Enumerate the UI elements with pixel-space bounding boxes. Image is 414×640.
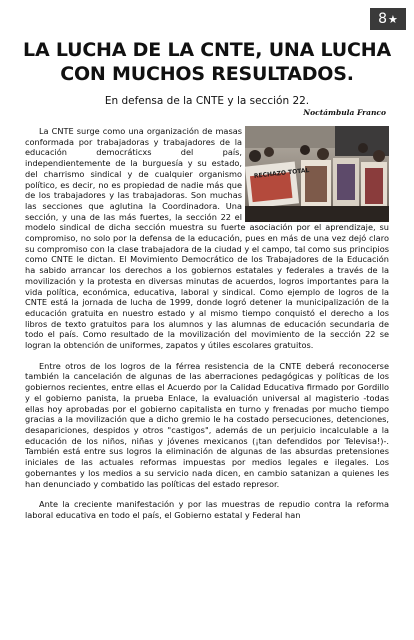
page-number: 8 [378, 11, 388, 27]
article-title-line-2: CON MUCHOS RESULTADOS. [60, 63, 354, 85]
page-number-badge [370, 8, 406, 30]
banner-text: RECHAZO TOTAL [253, 167, 310, 180]
star-icon: ★ [388, 13, 398, 26]
article-body [25, 126, 389, 521]
article-title [0, 38, 414, 86]
article-paragraph-2: Entre otros de los logros de la férrea resistencia de la CNTE deberá reconocerse también la cancelación de algunas de las aberraciones pedagógicas y políticas de los gobiernos recientes, entre ellas el Acuerdo por la Calidad Educativa firmado por Gordillo y el gobierno panista, la prueba Enlace, la evaluación universal al magisterio -todas ellas hoy aprobadas por el gobierno capitalista en turno y frenadas por mucho tiempo gracias a la movilización que a dicho gremio le ha costado persecuciones, detenciones, desapariciones, despidos y otros "castigos", además de un perjuicio incalculable a la educación de los niños, niñas y jóvenes mexicanos (¡tan defendidos por Televisa!)-. También está entre sus logros la eliminación de algunas de las absurdas pretensiones iniciales de las actuales reformas impuestas por medios legales e ilegales. Los gobernantes y los medios a su servicio nada dicen, en cambio satanizan a quienes les han denunciado y combatido las políticas del estado represor. [25, 360, 389, 489]
photo-spacer [242, 126, 389, 222]
article-title-line-1: LA LUCHA DE LA CNTE, UNA LUCHA [23, 39, 391, 61]
article-paragraph-3: Ante la creciente manifestación y por las muestras de repudio contra la reforma laboral educativa en todo el país, el Gobierno estatal y Federal han [25, 499, 389, 520]
article-subtitle: En defensa de la CNTE y la sección 22. [104, 95, 310, 107]
article-paragraph-1: La CNTE surge como una organización de masas conformada por trabajadoras y trabajadores de la educación democráticxs del país, independientemente de la burguesía y su estado, del charrismo sindical y de cualquier organismo político, es decir, no es propiedad de nadie más que de los trabajadores y las trabajadoras. Son muchas las secciones que aglutina la Coordinadora. Una sección, y una de las más fuertes, la sección 22 el modelo sindical de dicha sección muestra su fuerte asociación por el aprendizaje, su compromiso, no solo por la defensa de la educación, pues en más de una vez dejó claro su compromiso con la clase trabajadora de la ciudad y el campo, tal como sus principios como CNTE le dictan. El Movimiento Democrático de los Trabajadores de la Educación ha sabido arrancar los derechos a los gobiernos estatales y federales a través de la movilización y la protesta en diversas minutas de acuerdos, logros importantes para la vida política, económica, educativa, laboral y sindical. Como ejemplo de logros de la CNTE está la jornada de lucha de 1999, donde logró detener la municipalización de la educación gratuita en nuestro estado y al mismo tiempo conquistó el derecho a los libros de texto gratuitos para los alumnos y las alumnas de educación secundaria de todo el país. Como resultado de la movilización del movimiento de la sección 22 se logran la obtención de uniformes, zapatos y útiles escolares gratuitos. [25, 126, 389, 351]
article-author: Noctámbula Franco [303, 108, 386, 117]
